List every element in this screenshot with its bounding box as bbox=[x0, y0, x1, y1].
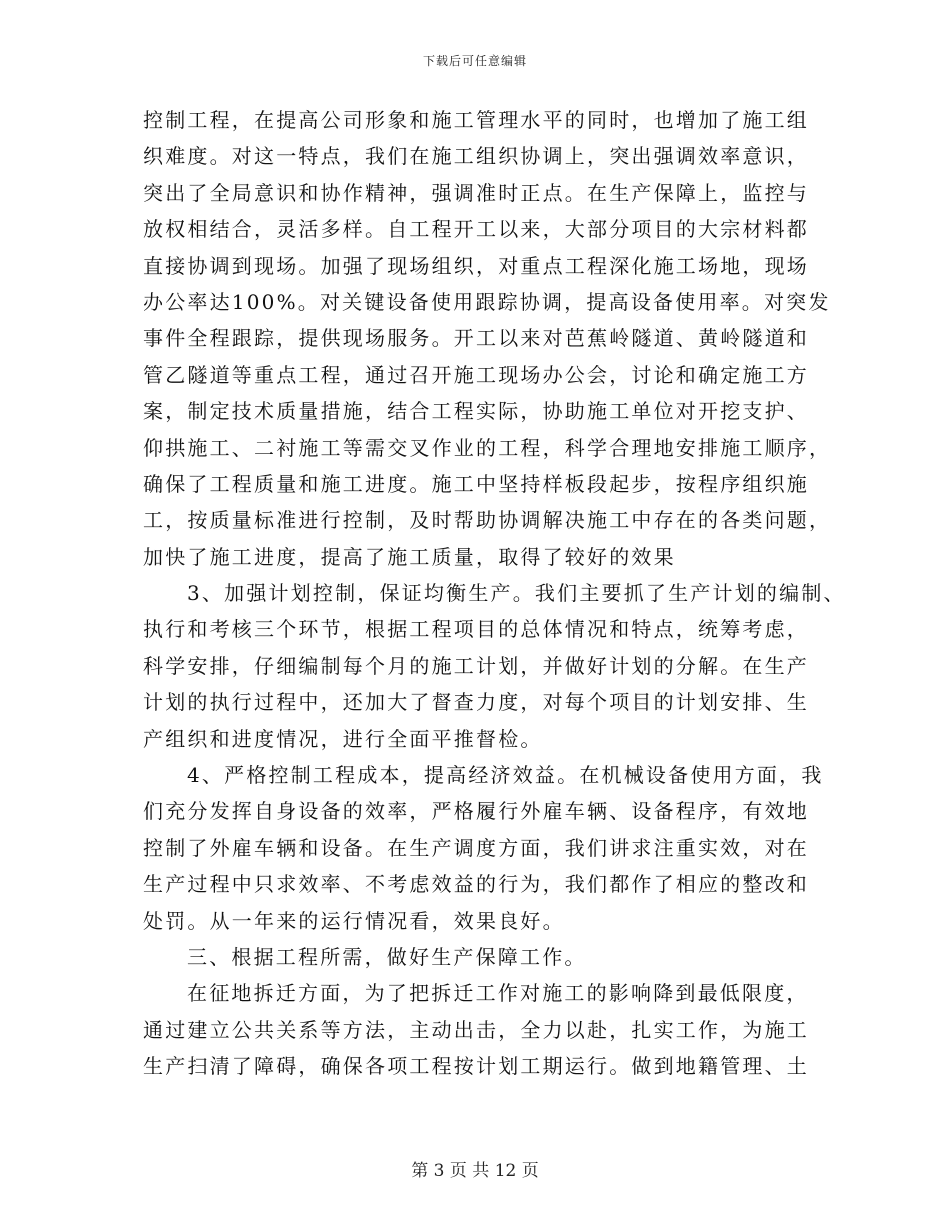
text-line: 突出了全局意识和协作精神，强调准时正点。在生产保障上，监控与 bbox=[143, 180, 809, 205]
text-line: 4、严格控制工程成本，提高经济效益。在机械设备使用方面，我 bbox=[187, 763, 824, 788]
text-line: 加快了施工进度，提高了施工质量，取得了较好的效果 bbox=[143, 544, 676, 569]
text-line: 办公率达100%。对关键设备使用跟踪协调，提高设备使用率。对突发 bbox=[143, 289, 831, 314]
text-line: 直接协调到现场。加强了现场组织，对重点工程深化施工场地，现场 bbox=[143, 253, 809, 278]
text-line: 控制了外雇车辆和设备。在生产调度方面，我们讲求注重实效，对在 bbox=[143, 835, 809, 860]
text-line: 科学安排，仔细编制每个月的施工计划，并做好计划的分解。在生产 bbox=[143, 653, 809, 678]
text-line: 产组织和进度情况，进行全面平推督检。 bbox=[143, 726, 543, 751]
text-line: 生产扫清了障碍，确保各项工程按计划工期运行。做到地籍管理、土 bbox=[143, 1054, 809, 1079]
text-line: 三、根据工程所需，做好生产保障工作。 bbox=[187, 944, 587, 969]
text-line: 在征地拆迁方面，为了把拆迁工作对施工的影响降到最低限度， bbox=[187, 981, 809, 1006]
text-line: 放权相结合，灵活多样。自工程开工以来，大部分项目的大宗材料都 bbox=[143, 217, 809, 242]
text-line: 3、加强计划控制，保证均衡生产。我们主要抓了生产计划的编制、 bbox=[187, 581, 846, 606]
text-line: 仰拱施工、二衬施工等需交叉作业的工程，科学合理地安排施工顺序， bbox=[143, 435, 832, 460]
text-line: 执行和考核三个环节，根据工程项目的总体情况和特点，统筹考虑， bbox=[143, 617, 809, 642]
text-line: 管乙隧道等重点工程，通过召开施工现场办公会，讨论和确定施工方 bbox=[143, 362, 809, 387]
text-line: 通过建立公共关系等方法，主动出击，全力以赴，扎实工作，为施工 bbox=[143, 1017, 809, 1042]
text-line: 控制工程，在提高公司形象和施工管理水平的同时，也增加了施工组 bbox=[143, 108, 809, 132]
text-line: 工，按质量标准进行控制，及时帮助协调解决施工中存在的各类问题， bbox=[143, 508, 832, 533]
text-line: 织难度。对这一特点，我们在施工组织协调上，突出强调效率意识， bbox=[143, 144, 809, 169]
page-number-footer: 第 3 页 共 12 页 bbox=[411, 1161, 539, 1181]
text-line: 事件全程跟踪，提供现场服务。开工以来对芭蕉岭隧道、黄岭隧道和 bbox=[143, 326, 809, 351]
text-line: 们充分发挥自身设备的效率，严格履行外雇车辆、设备程序，有效地 bbox=[143, 799, 809, 824]
text-line: 确保了工程质量和施工进度。施工中坚持样板段起步，按程序组织施 bbox=[143, 471, 809, 496]
text-line: 生产过程中只求效率、不考虑效益的行为，我们都作了相应的整改和 bbox=[143, 872, 809, 897]
text-line: 处罚。从一年来的运行情况看，效果良好。 bbox=[143, 908, 565, 933]
text-line: 计划的执行过程中，还加大了督查力度，对每个项目的计划安排、生 bbox=[143, 690, 809, 715]
page-header-note: 下载后可任意编辑 bbox=[422, 54, 527, 68]
document-body bbox=[143, 102, 846, 1085]
text-line: 案，制定技术质量措施，结合工程实际，协助施工单位对开挖支护、 bbox=[143, 399, 809, 424]
